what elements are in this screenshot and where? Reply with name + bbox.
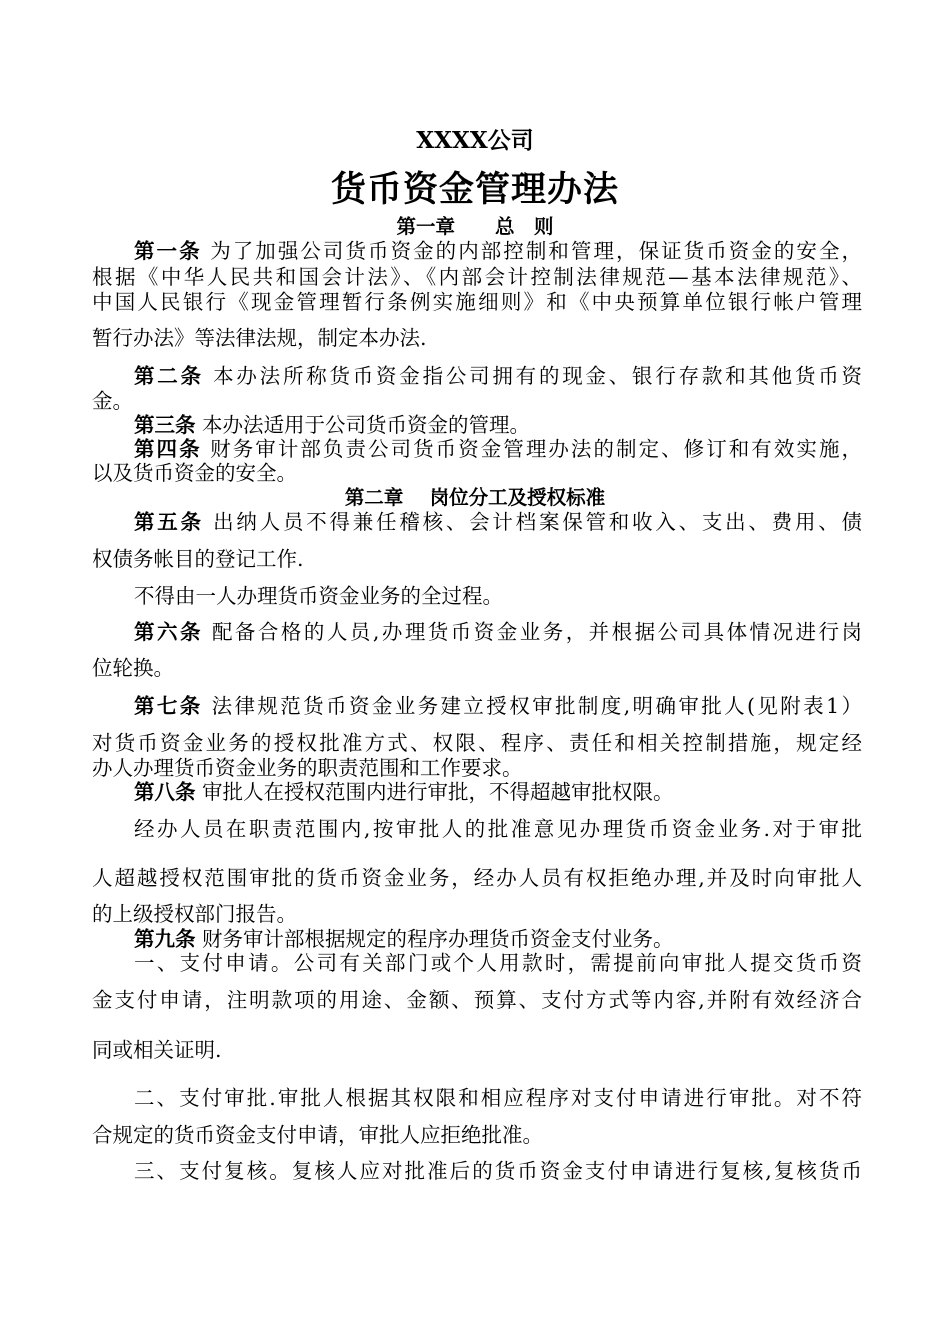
article-9-item-1-line-1: 一、支付申请。公司有关部门或个人用款时，需提前向审批人提交货币资 [134, 951, 862, 975]
article-5-label: 第五条 [134, 510, 204, 534]
article-1-line-4: 暂行办法》等法律法规，制定本办法. [92, 326, 427, 350]
chapter-1-heading [0, 215, 950, 239]
article-8-label: 第八条 [134, 780, 196, 804]
article-2-line-1: 第二条 本办法所称货币资金指公司拥有的现金、银行存款和其他货币资 [134, 364, 862, 388]
article-2-line-2: 金。 [92, 389, 133, 413]
article-6-line-2: 位轮换。 [92, 656, 174, 680]
article-8-paragraph-2-line-2: 人超越授权范围审批的货币资金业务，经办人员有权拒绝办理,并及时向审批人 [92, 866, 862, 890]
article-1-label: 第一条 [134, 239, 202, 263]
article-9-item-2-line-2: 合规定的货币资金支付申请，审批人应拒绝批准。 [92, 1123, 543, 1147]
article-7-line-1: 第七条 法律规范货币资金业务建立授权审批制度,明确审批人(见附表1） [134, 694, 863, 718]
document-title: 货币资金管理办法 [330, 169, 619, 210]
article-4-line-2: 以及货币资金的安全。 [92, 461, 297, 485]
article-4-line-1: 第四条 财务审计部负责公司货币资金管理办法的制定、修订和有效实施， [134, 437, 862, 461]
article-1-line-2: 根据《中华人民共和国会计法》、《内部会计控制法律规范—基本法律规范》、 [92, 265, 862, 289]
article-9-label: 第九条 [134, 927, 196, 951]
article-9-item-2-line-1: 二、支付审批.审批人根据其权限和相应程序对支付申请进行审批。对不符 [134, 1086, 862, 1110]
chapter-2-heading: 第二章 岗位分工及授权标准 [344, 486, 606, 509]
article-1-line-1: 第一条 为了加强公司货币资金的内部控制和管理，保证货币资金的安全， [134, 239, 862, 263]
chapter-1-name: 总 则 [495, 215, 554, 238]
article-3-label: 第三条 [134, 413, 196, 437]
article-6-line-1: 第六条 配备合格的人员,办理货币资金业务，并根据公司具体情况进行岗 [134, 620, 862, 644]
article-2-label: 第二条 [134, 364, 204, 388]
article-9-item-1-line-2: 金支付申请，注明款项的用途、金额、预算、支付方式等内容,并附有效经济合 [92, 988, 862, 1012]
article-8-line-1: 第八条 审批人在授权范围内进行审批，不得超越审批权限。 [134, 780, 674, 804]
company-name: XXXX公司 [416, 127, 534, 154]
article-5-paragraph-2: 不得由一人办理货币资金业务的全过程。 [134, 584, 503, 608]
article-1-line-3: 中国人民银行《现金管理暂行条例实施细则》和《中央预算单位银行帐户管理 [92, 290, 862, 314]
article-5-line-1: 第五条 出纳人员不得兼任稽核、会计档案保管和收入、支出、费用、债 [134, 510, 862, 534]
article-9-line-1: 第九条 财务审计部根据规定的程序办理货币资金支付业务。 [134, 927, 674, 951]
article-9-item-3-line-1: 三、支付复核。复核人应对批准后的货币资金支付申请进行复核,复核货币 [134, 1159, 862, 1183]
article-7-label: 第七条 [134, 694, 203, 718]
article-6-label: 第六条 [134, 620, 203, 644]
article-3-line-1: 第三条 本办法适用于公司货币资金的管理。 [134, 413, 531, 437]
article-5-line-2: 权债务帐目的登记工作. [92, 547, 304, 571]
article-4-label: 第四条 [134, 437, 202, 461]
article-8-paragraph-2-line-1: 经办人员在职责范围内,按审批人的批准意见办理货币资金业务.对于审批 [134, 817, 862, 841]
article-7-line-2: 对货币资金业务的授权批准方式、权限、程序、责任和相关控制措施，规定经 [92, 731, 862, 755]
chapter-1-number: 第一章 [396, 215, 455, 238]
article-9-item-1-line-3: 同或相关证明. [92, 1038, 222, 1062]
article-7-line-3: 办人办理货币资金业务的职责范围和工作要求。 [92, 756, 523, 780]
article-8-paragraph-2-line-3: 的上级授权部门报告。 [92, 902, 297, 926]
